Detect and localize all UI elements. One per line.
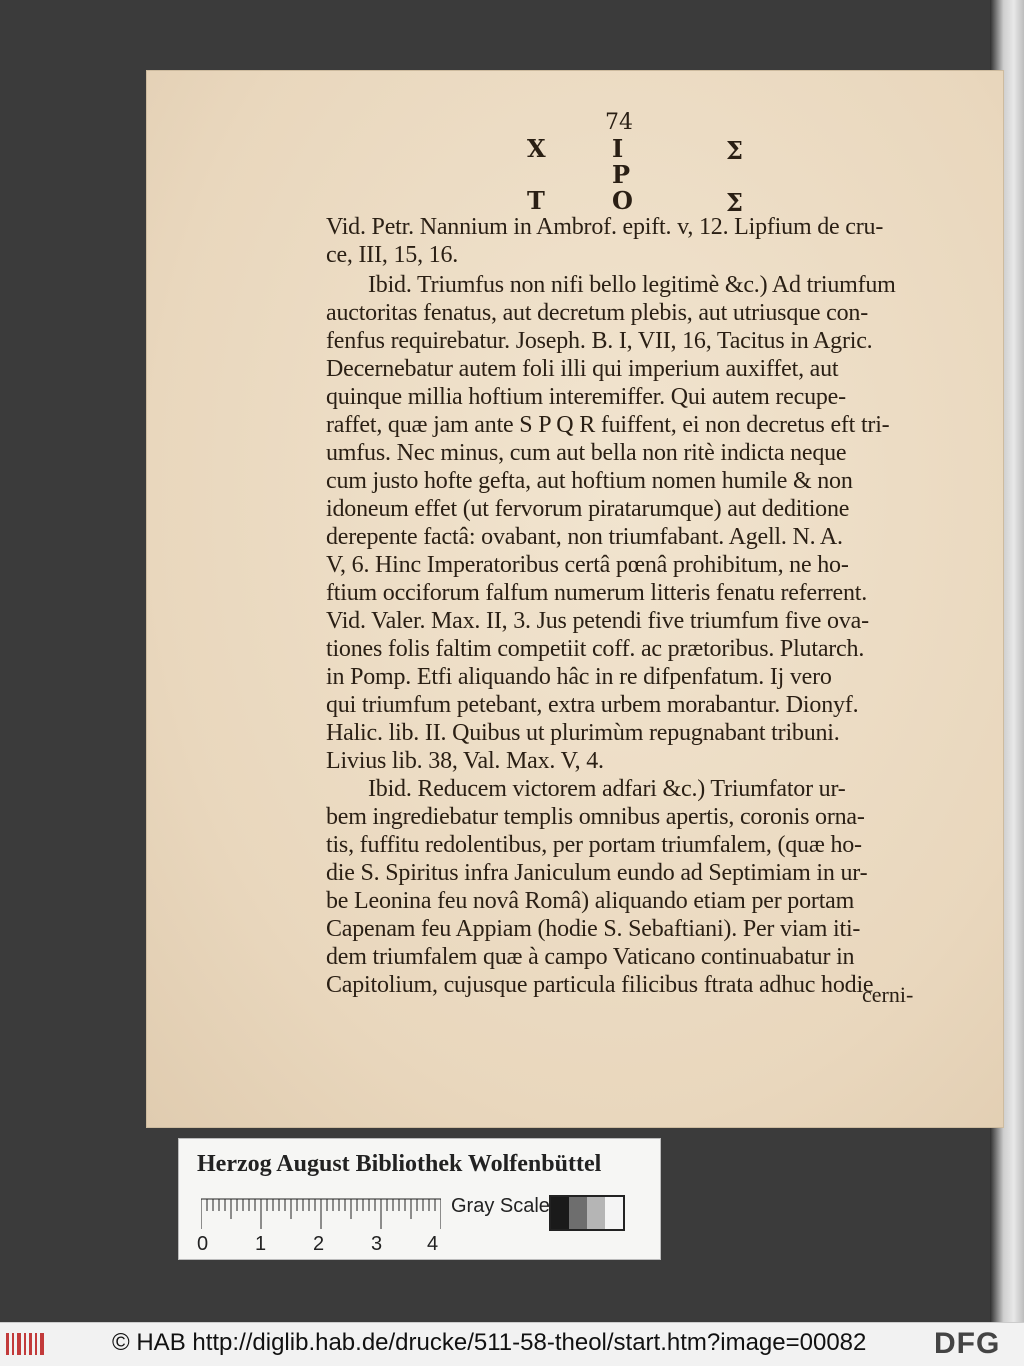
ruler-number: 2: [313, 1233, 325, 1255]
ruler-number: 3: [371, 1233, 383, 1255]
text-line: Ibid. Reducem victorem adfari &c.) Triumfator ur-: [368, 776, 846, 802]
cross-letter: T: [527, 186, 545, 215]
text-line: idoneum effet (ut fervorum piratarumque) aut deditione: [326, 496, 850, 522]
text-line: fenfus requirebatur. Joseph. B. I, VII, 16, Tacitus in Agric.: [326, 328, 873, 354]
source-link[interactable]: © HAB http://diglib.hab.de/drucke/511-58-theol/start.htm?image=00082: [112, 1329, 867, 1356]
catchword: cerni-: [862, 982, 914, 1007]
cross-letter: X: [527, 134, 546, 163]
text-line: Livius lib. 38, Val. Max. V, 4.: [326, 748, 604, 774]
text-line: Vid. Valer. Max. II, 3. Jus petendi five triumfum five ova-: [326, 608, 869, 634]
text-line: V, 6. Hinc Imperatoribus certâ pœnâ prohibitum, ne ho-: [326, 552, 849, 578]
ruler-number: 4: [427, 1233, 439, 1255]
text-line: Halic. lib. II. Quibus ut plurimùm repugnabant tribuni.: [326, 720, 840, 746]
gray-scale-label: Gray Scale: [451, 1195, 550, 1217]
text-line: raffet, quæ jam ante S P Q R fuiffent, ei non decretus eft tri-: [326, 412, 890, 438]
gray-swatch: [569, 1197, 587, 1229]
gray-swatch: [587, 1197, 605, 1229]
text-line: derepente factâ: ovabant, non triumfabant. Agell. N. A.: [326, 524, 843, 550]
ruler-number: 1: [255, 1233, 267, 1255]
cross-letter: O: [612, 186, 633, 215]
text-line: Ibid. Triumfus non nifi bello legitimè &c.) Ad triumfum: [368, 272, 896, 298]
text-line: Capitolium, cujusque particula filicibus ftrata adhuc hodie: [326, 972, 874, 998]
text-line: in Pomp. Etfi aliquando hâc in re difpenfatum. Ij vero: [326, 664, 832, 690]
ruler-number: 0: [197, 1233, 209, 1255]
text-line: bem ingrediebatur templis omnibus apertis, coronis orna-: [326, 804, 865, 830]
text-line: Vid. Petr. Nannium in Ambrof. epift. v, 12. Lipfium de cru-: [326, 214, 884, 240]
dfg-logo: DFG: [934, 1327, 1001, 1360]
text-line: auctoritas fenatus, aut decretum plebis, aut utriusque con-: [326, 300, 869, 326]
library-color-card: [178, 1138, 661, 1260]
barcode-icon: [4, 1329, 48, 1359]
cross-letter: Σ: [726, 188, 743, 217]
gray-swatch: [605, 1197, 623, 1229]
text-line: tiones folis faltim competiit coff. ac prætoribus. Plutarch.: [326, 636, 865, 662]
text-line: Decernebatur autem foli illi qui imperium auxiffet, aut: [326, 356, 839, 382]
gray-swatch: [551, 1197, 569, 1229]
text-line: dem triumfalem quæ à campo Vaticano continuabatur in: [326, 944, 855, 970]
text-line: ce, III, 15, 16.: [326, 242, 459, 268]
footer-bar: [0, 1322, 1024, 1366]
cross-letter: P: [612, 160, 631, 189]
text-line: umfus. Nec minus, cum aut bella non ritè indicta neque: [326, 440, 847, 466]
text-line: be Leonina feu novâ Româ) aliquando etiam per portam: [326, 888, 855, 914]
text-line: cum justo hofte gefta, aut hoftium nomen humile & non: [326, 468, 853, 494]
cross-letter: I: [612, 134, 624, 163]
text-line: quinque millia hoftium interemiffer. Qui autem recupe-: [326, 384, 846, 410]
card-title: Herzog August Bibliothek Wolfenbüttel: [197, 1151, 602, 1177]
text-line: qui triumfum petebant, extra urbem morabantur. Dionyf.: [326, 692, 859, 718]
page-number: 74: [605, 110, 633, 135]
gray-scale-swatches: [549, 1195, 625, 1231]
text-line: ftium occiforum falfum numerum litteris fenatu referrent.: [326, 580, 868, 606]
text-line: Capenam feu Appiam (hodie S. Sebaftiani). Per viam iti-: [326, 916, 861, 942]
cross-letter: Σ: [726, 136, 743, 165]
text-line: tis, fuffitu redolentibus, per portam triumfalem, (quæ ho-: [326, 832, 862, 858]
text-line: die S. Spiritus infra Janiculum eundo ad Septimiam in ur-: [326, 860, 868, 886]
